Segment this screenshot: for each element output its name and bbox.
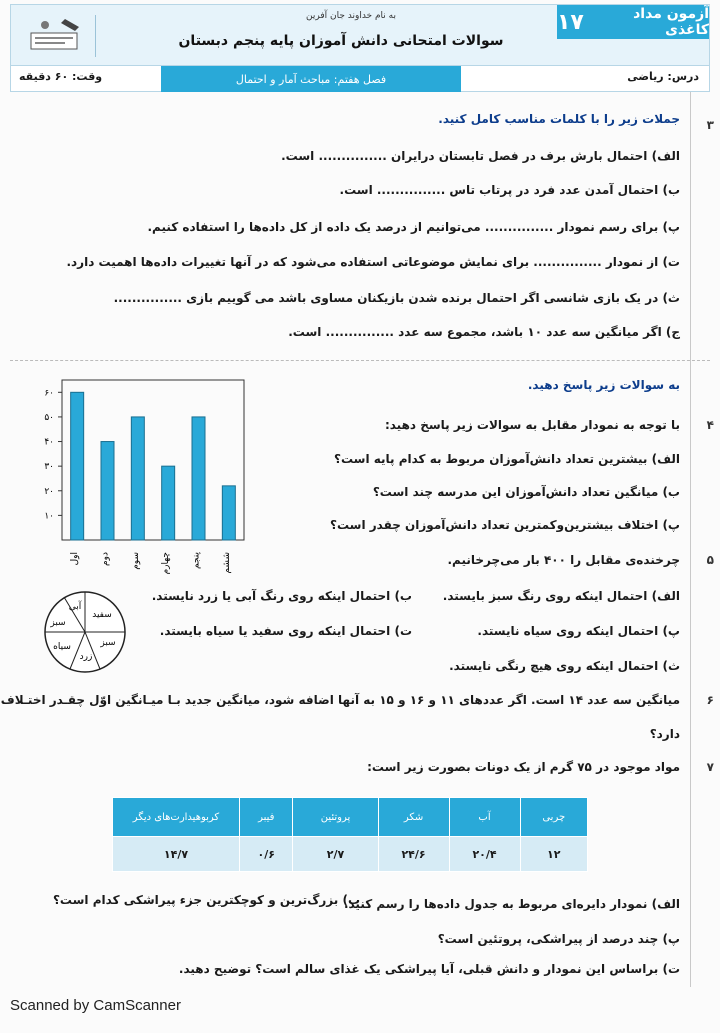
table-cell: ۱۲ <box>520 837 587 872</box>
spinner-label-green-2: سبز <box>100 638 116 648</box>
table-header-cell: کربوهیدارت‌های دیگر <box>113 798 240 837</box>
question-number-6: ۶ <box>706 693 714 707</box>
x-category-label: پنجم <box>191 552 202 570</box>
spinner-label-white: سفید <box>92 610 112 620</box>
exam-header <box>10 4 710 92</box>
question-number-7: ۷ <box>706 760 714 774</box>
spinner-label-green-1: سبز <box>50 618 66 628</box>
table-cell: ۲۰/۴ <box>449 837 520 872</box>
q7-item-p: پ) چند درصد از پیراشکی، پروتئین است؟ <box>437 932 680 946</box>
y-tick-label: ۴۰ <box>44 437 54 448</box>
q5-item-p: پ) احتمال اینکه روی سیاه نایستد. <box>477 624 680 638</box>
q3-line-a: الف) احتمال بارش برف در فصل تابستان درایران ............... است. <box>281 149 680 163</box>
q3-line-s: ث) در یک بازی شانسی اگر احتمال برنده شدن بازیکنان مساوی باشد می گوییم بازی ............... <box>113 291 680 305</box>
color-spinner <box>40 587 130 677</box>
table-cell: ۲/۷ <box>293 837 378 872</box>
chart-bar <box>192 417 205 540</box>
spinner-label-black: سیاه <box>53 642 71 652</box>
q3-line-p: پ) برای رسم نمودار ............... می‌توانیم از درصد یک داده از کل داده‌ها را استفاده کنیم. <box>147 220 680 234</box>
spinner-label-yellow: زرد <box>79 652 93 662</box>
chart-bar <box>101 442 114 540</box>
y-tick-label: ۲۰ <box>44 486 54 497</box>
x-category-label: دوم <box>100 552 111 566</box>
q4-intro: با توجه به نمودار مقابل به سوالات زیر پاسخ دهید: <box>384 418 680 432</box>
question-number-4: ۴ <box>706 418 714 432</box>
q4-item-p: پ) اختلاف بیشترین‌وکمترین تعداد دانش‌آموزان چقدر است؟ <box>329 518 680 532</box>
question-number-divider <box>690 92 691 987</box>
exam-number: ۱۷ <box>557 9 584 35</box>
q6-line-2: دارد؟ <box>649 727 680 741</box>
y-tick-label: ۱۰ <box>44 511 54 522</box>
question-number-3: ۳ <box>706 118 714 132</box>
table-cell: ۲۴/۶ <box>378 837 449 872</box>
q7-intro: مواد موجود در ۷۵ گرم از یک دونات بصورت زیر است: <box>367 760 680 774</box>
x-category-label: ششم <box>221 552 232 574</box>
chart-bar <box>162 466 175 540</box>
q6-line-1: میانگین سه عدد ۱۴ است. اگر عددهای ۱۱ و ۱۶ و ۱۵ به آنها اضافه شود، میانگین جدید بـا میـانگین اوّل چقـدر اختـلاف <box>0 693 680 707</box>
x-category-label: چهارم <box>161 552 172 575</box>
q3-instruction: جملات زیر را با کلمات مناسب کامل کنید. <box>438 112 680 126</box>
exam-badge <box>557 5 709 39</box>
y-tick-label: ۵۰ <box>44 412 54 423</box>
q5-item-a: الف) احتمال اینکه روی رنگ سبز بایستد. <box>442 589 680 603</box>
x-category-label: سوم <box>130 552 141 570</box>
q4-item-b: ب) میانگین تعداد دانش‌آموزان این مدرسه چند است؟ <box>372 485 680 499</box>
table-header-cell: آب <box>449 798 520 837</box>
book-pen-logo-icon <box>25 15 96 57</box>
q7-item-t: ت) براساس این نمودار و دانش قبلی، آیا پیراشکی یک غذای سالم است؟ توضیح دهید. <box>178 962 680 976</box>
q5-item-t: ت) احتمال اینکه روی سفید یا سیاه بایستد. <box>159 624 412 638</box>
q4-item-a: الف) بیشترین تعداد دانش‌آموزان مربوط به کدام پایه است؟ <box>333 452 680 466</box>
table-header-row <box>113 798 588 837</box>
exam-label: آزمون مداد کاغذی <box>633 6 709 38</box>
q3-line-t: ت) از نمودار ............... برای نمایش موضوعاتی استفاده می‌شود که در آنها تغییرات داده‌ها اهمیت دارد. <box>66 255 680 269</box>
basmala-text: به نام خداوند جان آفرین <box>306 11 396 21</box>
table-cell: ۱۴/۷ <box>113 837 240 872</box>
students-bar-chart <box>22 372 262 582</box>
chart-bar <box>71 392 84 540</box>
chart-bar <box>222 486 235 540</box>
table-header-cell: چربی <box>520 798 587 837</box>
question-number-5: ۵ <box>706 553 714 567</box>
x-category-label: اول <box>70 552 81 566</box>
table-cell: ۰/۶ <box>240 837 293 872</box>
q7-item-a: الف) نمودار دایره‌ای مربوط به جدول داده‌ها را رسم کنید. <box>343 897 680 911</box>
table-header-cell: فیبر <box>240 798 293 837</box>
chart-bar <box>131 417 144 540</box>
chapter-label: فصل هفتم: مباحث آمار و احتمال <box>161 66 461 92</box>
header-top-band <box>10 4 710 66</box>
table-row <box>113 837 588 872</box>
donut-ingredients-table <box>112 797 588 872</box>
exam-time: وقت: ۶۰ دقیقه <box>19 70 103 83</box>
section-divider <box>10 360 710 361</box>
header-info-band <box>10 66 710 92</box>
y-tick-label: ۶۰ <box>44 388 54 399</box>
q5-item-s: ث) احتمال اینکه روی هیچ رنگی نایستد. <box>449 659 680 673</box>
q3-line-b: ب) احتمال آمدن عدد فرد در پرتاب تاس ............... است. <box>339 183 680 197</box>
q5-item-b: ب) احتمال اینکه روی رنگ آبی یا زرد نایستد. <box>151 589 412 603</box>
table-header-cell: شکر <box>378 798 449 837</box>
spinner-label-blue: آبی <box>68 602 82 612</box>
scanner-watermark: Scanned by CamScanner <box>10 997 181 1014</box>
y-tick-label: ۳۰ <box>44 462 54 473</box>
chart-frame <box>62 380 244 540</box>
table-header-cell: پروتئین <box>293 798 378 837</box>
subject-label: درس: ریاضی <box>627 70 699 83</box>
q3-line-j: ج) اگر میانگین سه عدد ۱۰ باشد، مجموع سه عدد ............... است. <box>288 325 680 339</box>
q5-intro: چرخنده‌ی مقابل را ۴۰۰ بار می‌چرخانیم. <box>447 553 680 567</box>
section2-title: به سوالات زیر پاسخ دهید. <box>527 378 680 392</box>
exam-title: سوالات امتحانی دانش آموزان پایه پنجم دبستان <box>178 33 504 49</box>
q7-item-b: ب) بزرگ‌ترین و کوچکترین جزء پیراشکی کدام است؟ <box>52 893 360 907</box>
